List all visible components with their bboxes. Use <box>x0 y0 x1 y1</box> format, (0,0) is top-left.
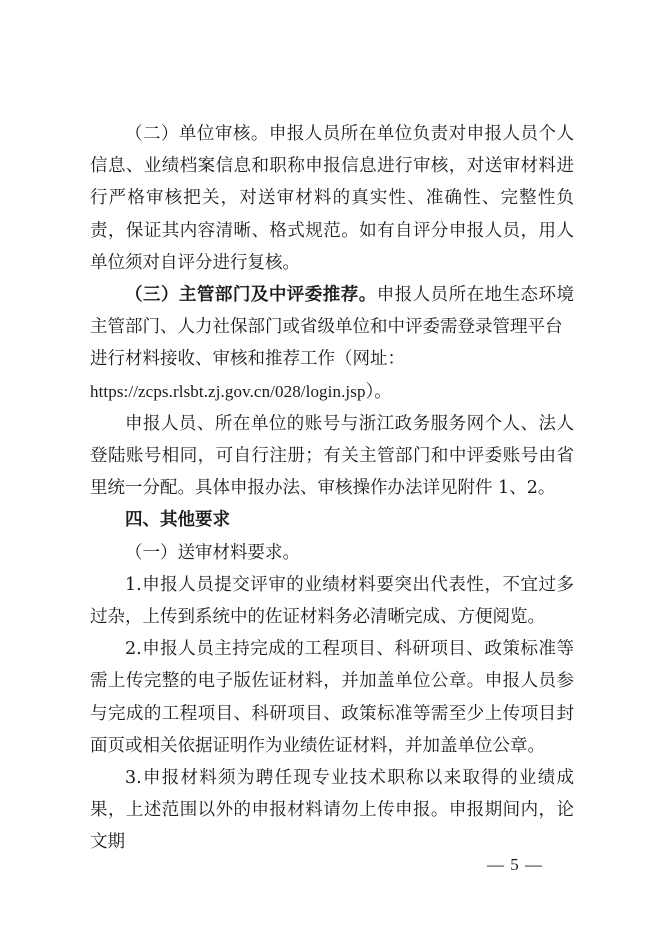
sub-heading-materials: （一）送审材料要求。 <box>125 542 300 563</box>
dept-recommend-body-start: 申报人员所在地生态环境主管部门、人力社保部门或省级单位和中评委需登录管理平台 <box>90 285 575 338</box>
dept-recommend-url-line <box>90 376 574 408</box>
list-item-2: 2.申报人员主持完成的工程项目、科研项目、政策标准等需上传完整的电子版佐证材料，并加盖单位公章。申报人员参与完成的工程项目、科研项目、政策标准等需至少上传项目封面页或相关依据证明作为业绩佐证材料，并加盖单位公章。 <box>90 639 574 756</box>
list-item-1: 1.申报人员提交评审的业绩材料要突出代表性，不宜过多过杂，上传到系统中的佐证材料务必清晰完成、方便阅览。 <box>90 574 574 628</box>
platform-url: https://zcps.rlsbt.zj.gov.cn/028/login.jsp <box>90 381 366 401</box>
unit-review-heading: （二）单位审核。 <box>125 124 269 144</box>
paragraph-accounts: 申报人员、所在单位的账号与浙江政务服务网个人、法人登陆账号相同，可自行注册；有关主管部门和中评委账号由省里统一分配。具体申报办法、审核操作办法详见附件 1、2。 <box>90 413 574 499</box>
unit-review-body: 申报人员所在单位负责对申报人员个人信息、业绩档案信息和职称申报信息进行审核，对送审材料进行严格审核把关，对送审材料的真实性、准确性、完整性负责，保证其内容清晰、格式规范。如有自评分申报人员，用人单位须对自评分进行复核。 <box>90 124 575 273</box>
page-body <box>90 118 574 859</box>
section-heading-other-requirements: 四、其他要求 <box>125 510 230 531</box>
dept-recommend-heading: （三）主管部门及中评委推荐。 <box>125 285 377 306</box>
dept-recommend-spread-line: 进行材料接收、审核和推荐工作（网址： <box>90 349 405 370</box>
paragraph-unit-review <box>90 118 574 279</box>
list-item-3: 3.申报材料须为聘任现专业技术职称以来取得的业绩成果，上述范围以外的申报材料请勿上传申报。申报期间内，论文期 <box>90 768 574 853</box>
paragraph-dept-recommend <box>90 279 574 343</box>
dept-recommend-body-end: ）。 <box>365 381 392 402</box>
page-number: — 5 — <box>487 855 543 874</box>
